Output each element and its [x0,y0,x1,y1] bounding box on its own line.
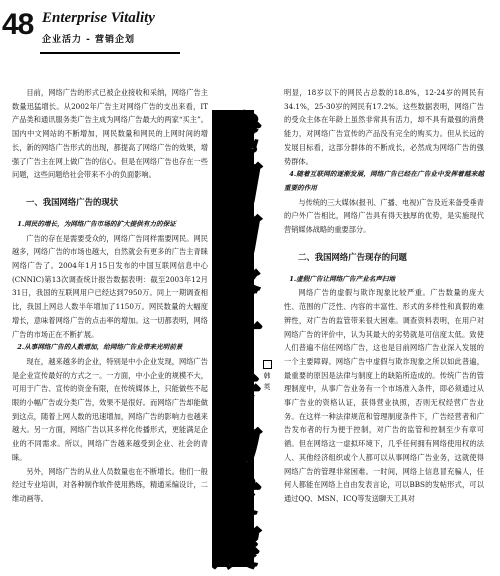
subheading-2: 2.从事网络广告的人数增加，给网络广告业带来光明前景 [17,343,183,352]
header-rule [40,52,180,54]
title-char: 国 [211,160,265,211]
title-char: 我 [211,108,265,159]
paragraph-2: 现在，越来越多的企业，特别是中小企业发现，网络广告是企业宣传最好的方式之一。一方面，中小企业的规模不大，可用于广告、宣传的资金有限，在传统媒体上，只能做些不起眼的小幅广告或分类广告，效果不是很好。而网络广告却能做到这点，随着上网人数的迅速增加，网络广告的影响力也越来越大。另一方面，网络广告以其多样化传播形式，更能满足企业的不同需求。所以，网络广告越来越受到企业、社会的青睐。 [12,356,208,462]
intro-paragraph: 目前，网络广告的形式已被企业接收和采纳，网络广告主数量迅猛增长。从2002年广告主对网络广告的支出来看，IT产品类和通讯服务类广告主成为网络广告最大的两家“买主”。国内中文网站的不断增加，网民数量和网民的上网时间的增长，新的网络广告形式的出现，都提高了网络广告的效果，增强了广告主在网上做广告的信心。但是在网络广告也存在一些问题，这些问题给社会带来不小的负面影响。 [12,88,208,180]
left-column [12,86,208,506]
magazine-title-cn: 企业活力 - 营销企划 [42,35,136,45]
section-heading-2: 二、我国网络广告现存的问题 [298,251,407,262]
paragraph-1: 广告的存在是需要受众的，网络广告同样需要网民。网民越多，网络广告的市场也越大，自然就会有更多的广告主青睐网络广告了。2004年1月15日发布的中国互联网信息中心(CNNIC)第13次调查统计报告数据表明：截至2003年12月31日，我国的互联网用户已经达到7950万。同上一期调查相比，我国上网总人数半年增加了1150万。网民数量的大幅度增长，意味着网络广告的点击率的增加。这一切都表明，网络广告的市场正在不断扩展。 [12,233,208,339]
subheading-5: 1.虚假广告让网络广告产业名声扫地 [289,274,396,283]
title-char: 展 [211,524,265,575]
magazine-title-en: Enterprise Vitality [42,10,155,26]
title-char: 广 [211,316,265,367]
title-char: 的 [211,420,265,471]
paragraph-3: 另外，网络广告的从业人员数量也在不断增长。他们一般经过专业培训，对各种制作软件使用熟练，精通采编设计，二维动画等。 [12,466,208,503]
right-column [284,86,484,506]
paragraph-5: 网络广告的虚假与欺诈现象比较严重。广告数量的庞大性、范围的广泛性、内容的丰富性、形式的多样性和真假的难辨性，对广告的监管带来很大困难。调查资料表明，在用户对网络广告的评价中，认为其最大的劣势就是可信度太低。致使人们普遍不信任网络广告，这也是目前网络广告业深入发展的一个主要障碍。网络广告中虚假与欺诈现象之所以如此普遍，最重要的原因是法律与制度上的缺陷所造成的。传统广告的管理制度中，从事广告业务有一个市场准入条件，即必须通过从事广告业的资格认证，获得营业执照，否则无权经营广告业务。在这样一种法律规范和管理制度条件下，广告经营者和广告发布者的行为便于控制，对广告的监管和控制至少有章可循。但在网络这一虚拟环境下，几乎任何拥有网络使用权的法人、其他经济组织或个人都可以从事网络广告业务，这就使得网络广告的管理非常困难。一时间，网络上信息冒充骗人，任何人都能在网络上自由发表言论，可以BBS的发帖形式，可以通过QQ、MSN、ICQ等发送聊天工具对 [284,288,484,503]
page-number: 48 [2,8,34,41]
title-char: 发 [211,472,265,523]
title-char: 告 [211,368,265,419]
title-char: 络 [211,264,265,315]
author-byline [262,360,272,393]
title-char: 网 [211,212,265,263]
author-name: 韩英 [263,372,271,391]
section-heading-1: 一、我国网络广告的现状 [26,196,119,207]
paragraph-4: 与传统的三大媒体(报刊、广播、电视)广告及近来备受垂青的户外广告相比，网络广告具有得天独厚的优势，是实施现代营销媒体战略的重要部分。 [284,197,484,235]
subheading-1: 1.网民的增长，为网络广告市场的扩大提供有力的保证 [17,219,176,228]
paragraph-cont: 明显，18岁以下的网民占总数的18.8%，12-24岁的网民有34.1%，25-30岁的网民有17.2%。这些数据表明，网络广告的受众主体在年龄上虽然非常具有活力，却不具有最强的消费能力，对网络广告宣传的产品没有完全的购买力。但从长远的发展目标看，这部分群体的不断成长，必然成为网络广告的强势群体。 [284,88,484,166]
article-title [211,108,265,576]
author-box-icon [263,360,272,369]
subheading-4: 4.随着互联网的逐渐发展，网络广告已经在广告业中发挥着越来越重要的作用 [284,170,484,192]
